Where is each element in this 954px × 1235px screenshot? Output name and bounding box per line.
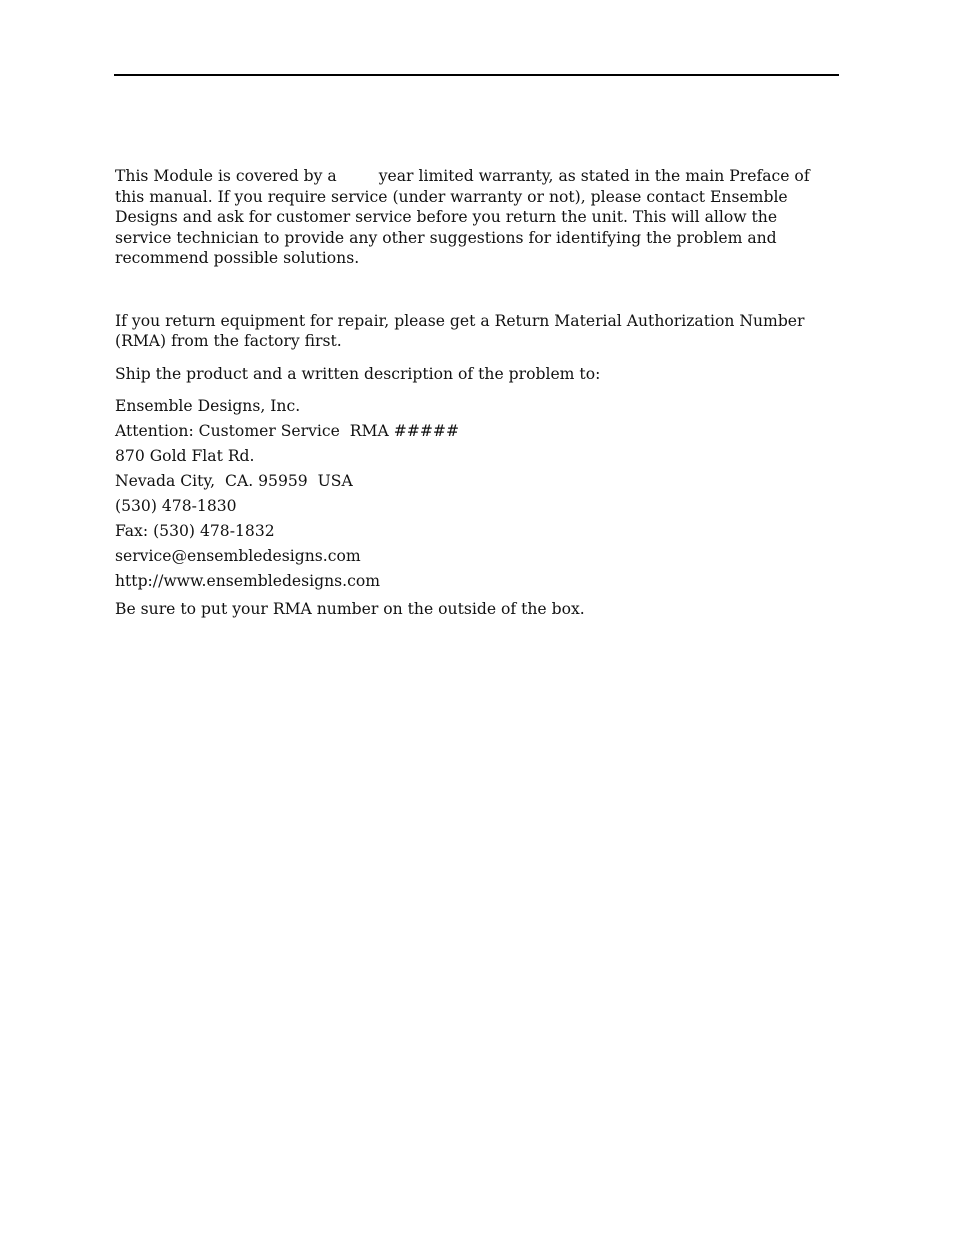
page-content <box>115 166 827 620</box>
warranty-line-1-start: This Module is covered by a <box>115 167 337 185</box>
warranty-line-1-end: year limited warranty, as stated in the main Preface of <box>378 167 810 185</box>
warranty-line-2: this manual. If you require service (under warranty or not), please contact Ensemble <box>115 187 788 206</box>
warranty-line-1 <box>115 166 827 187</box>
warranty-line-5: recommend possible solutions. <box>115 249 360 267</box>
header-rule <box>114 74 839 76</box>
rma-line-2: (RMA) from the factory first. <box>115 332 342 350</box>
warranty-line-4: service technician to provide any other suggestions for identifying the problem and <box>115 228 777 247</box>
address-fax: Fax: (530) 478-1832 <box>115 522 275 540</box>
return-address <box>115 394 827 594</box>
warranty-paragraph <box>115 166 827 269</box>
box-note: Be sure to put your RMA number on the outside of the box. <box>115 600 585 618</box>
address-email[interactable]: service@ensembledesigns.com <box>115 547 361 565</box>
address-phone: (530) 478-1830 <box>115 497 237 515</box>
address-company: Ensemble Designs, Inc. <box>115 397 301 415</box>
address-street: 870 Gold Flat Rd. <box>115 447 255 465</box>
rma-line-1: If you return equipment for repair, please get a Return Material Authorization Number <box>115 311 805 330</box>
rma-paragraph <box>115 311 827 352</box>
address-city: Nevada City, CA. 95959 USA <box>115 472 353 490</box>
ship-instruction: Ship the product and a written description of the problem to: <box>115 364 601 383</box>
address-website[interactable]: http://www.ensembledesigns.com <box>115 572 381 590</box>
address-attention: Attention: Customer Service RMA ##### <box>115 422 460 440</box>
warranty-line-3: Designs and ask for customer service before you return the unit. This will allow the <box>115 208 778 226</box>
